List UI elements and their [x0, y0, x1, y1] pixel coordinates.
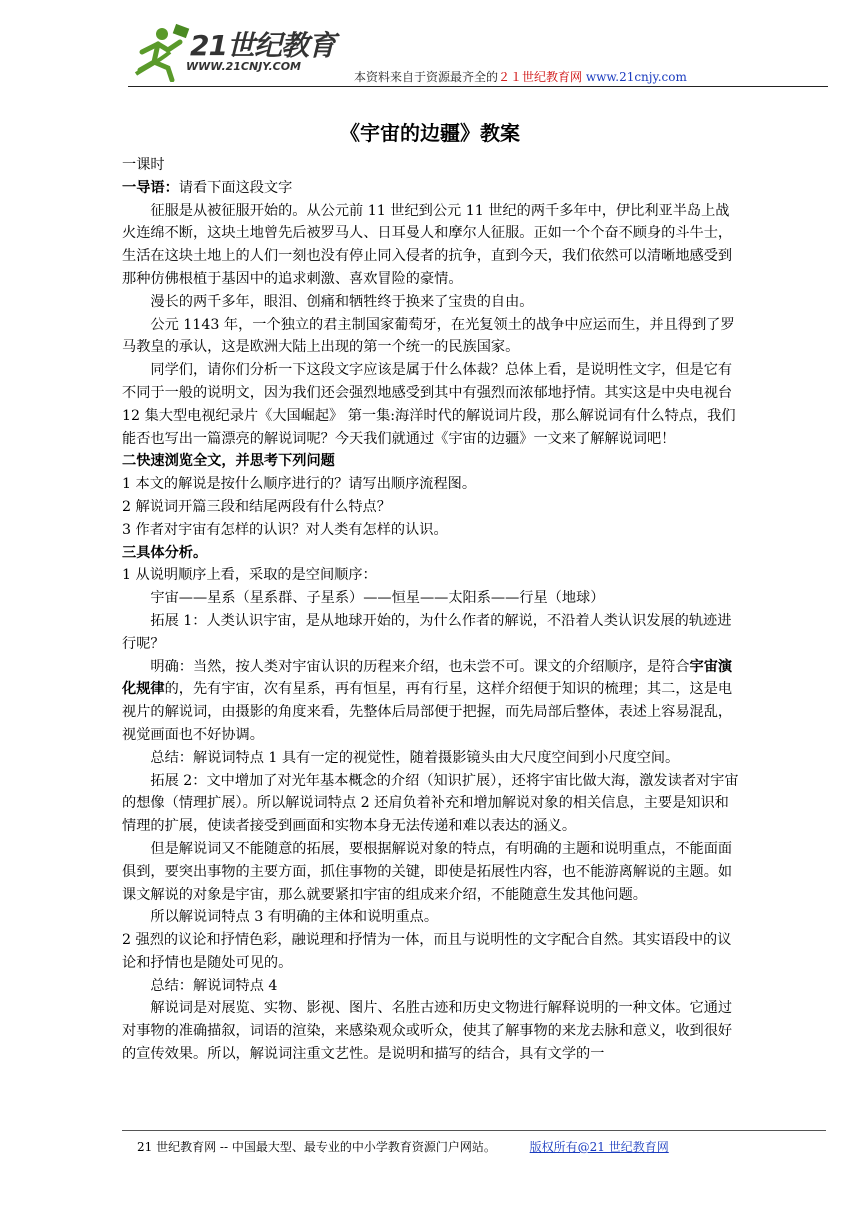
- question-item: 3 作者对宇宙有怎样的认识？对人类有怎样的认识。: [122, 521, 448, 538]
- paragraph: 同学们，请你们分析一下这段文字应该是属于什么体裁？总体上看，是说明性文字，但是它有不同于一般的说明文，因为我们还会强烈地感受到其中有强烈而浓郁地抒情。其实这是中央电视台 12 集大型电视纪录片《大国崛起》 第一集:海洋时代的解说词片段，那么解说词有什么特点，我们能否也写出一篇漂亮的解说词呢？今天我们就通过《宇宙的边疆》一文来了解解说词吧！: [122, 362, 736, 447]
- document-title: 《宇宙的边疆》教案: [340, 121, 520, 145]
- text-run: 的，先有宇宙，次有星系，再有恒星，再有行星，这样介绍便于知识的梳理；其二，这是电视片的解说词，由摄影的角度来看，先整体后局部便于把握，而先局部后整体，表述上容易混乱，视觉画面也不好协调。: [122, 681, 733, 743]
- paragraph: 总结：解说词特点 1 具有一定的视觉性，随着摄影镜头由大尺度空间到小尺度空间。: [150, 749, 680, 766]
- logo-url: WWW.21CNJY.COM: [186, 60, 301, 73]
- paragraph: 拓展 1：人类认识宇宙，是从地球开始的，为什么作者的解说，不沿着人类认识发展的轨迹进行呢？: [122, 612, 732, 652]
- paragraph: 但是解说词又不能随意的拓展，要根据解说对象的特点，有明确的主题和说明重点，不能面面俱到，要突出事物的主要方面，抓住事物的关键，即使是拓展性内容，也不能游离解说的主题。如课文解说的对象是宇宙，那么就要紧扣宇宙的组成来介绍，不能随意生发其他问题。: [122, 840, 733, 903]
- paragraph: 公元 1143 年，一个独立的君主制国家葡萄牙，在光复领土的战争中应运而生，并且得到了罗马教皇的承认，这是欧洲大陆上出现的第一个统一的民族国家。: [122, 316, 735, 356]
- paragraph: 2 强烈的议论和抒情色彩，融说理和抒情为一体，而且与说明性的文字配合自然。其实语段中的议论和抒情也是随处可见的。: [122, 932, 732, 971]
- paragraph: 拓展 2：文中增加了对光年基本概念的介绍（知识扩展），还将宇宙比做大海，激发读者对宇宙的想像（情理扩展）。所以解说词特点 2 还肩负着补充和增加解说对象的相关信息，主要是知识和情理的扩展，使读者接受到画面和实物本身无法传递和难以表达的涵义。: [122, 772, 739, 835]
- section-heading-rest: 请看下面这段文字: [178, 179, 293, 196]
- footer-divider: [122, 1130, 826, 1131]
- text-run: 明确：当然，按人类对宇宙认识的历程来介绍，也未尝不可。课文的介绍顺序，是符合: [150, 658, 690, 675]
- footer-copyright-link[interactable]: 版权所有@21 世纪教育网: [529, 1140, 669, 1154]
- section-heading: 二快速浏览全文，并思考下列问题: [122, 453, 335, 470]
- document-body: [122, 154, 740, 1066]
- logo-text: 21世纪教育: [190, 29, 335, 62]
- header-divider: [128, 86, 828, 87]
- page-footer: [137, 1138, 669, 1155]
- page-header: [0, 0, 860, 95]
- section-intro: [122, 177, 740, 200]
- lesson-count: 一课时: [122, 157, 165, 173]
- header-site-link[interactable]: www.21cnjy.com: [585, 70, 687, 84]
- header-site-name[interactable]: ２１世纪教育网: [498, 70, 583, 84]
- paragraph: 1 从说明顺序上看，采取的是空间顺序：: [122, 567, 377, 584]
- paragraph: 漫长的两千多年，眼泪、创痛和牺牲终于换来了宝贵的自由。: [150, 293, 534, 310]
- paragraph: [122, 656, 740, 747]
- paragraph: 总结：解说词特点 4: [150, 977, 278, 994]
- header-source-note: [354, 68, 687, 85]
- paragraph: 所以解说词特点 3 有明确的主体和说明重点。: [150, 909, 439, 926]
- emphasis-text: 宇宙演化规律: [122, 658, 733, 698]
- section-heading: 一导语：: [122, 179, 179, 196]
- footer-text: 21 世纪教育网 -- 中国最大型、最专业的中小学教育资源门户网站。: [137, 1140, 496, 1154]
- question-item: 1 本文的解说是按什么顺序进行的？请写出顺序流程图。: [122, 476, 477, 493]
- site-logo[interactable]: [128, 22, 338, 82]
- question-item: 2 解说词开篇三段和结尾两段有什么特点？: [122, 498, 391, 515]
- runner-logo-icon: [128, 22, 190, 82]
- paragraph: 解说词是对展览、实物、影视、图片、名胜古迹和历史文物进行解释说明的一种文体。它通过对事物的准确描叙，词语的渲染，来感染观众或听众，使其了解事物的来龙去脉和意义，收到很好的宣传效果。所以，解说词注重文艺性。是说明和描写的结合，具有文学的一: [122, 1000, 733, 1063]
- section-heading: 三具体分析。: [122, 544, 208, 561]
- header-note-prefix: 本资料来自于资源最齐全的: [354, 70, 499, 84]
- paragraph: 征服是从被征服开始的。从公元前 11 世纪到公元 11 世纪的两千多年中，伊比利亚半岛上战火连绵不断，这块土地曾先后被罗马人、日耳曼人和摩尔人征服。正如一个个奋不顾身的斗牛士，生活在这块土地上的人们一刻也没有停止同入侵者的抗争，直到今天，我们依然可以清晰地感受到那种仿佛根植于基因中的追求刺激、喜欢冒险的豪情。: [122, 202, 733, 287]
- sequence-line: 宇宙——星系（星系群、子星系）——恒星——太阳系——行星（地球）: [150, 590, 605, 607]
